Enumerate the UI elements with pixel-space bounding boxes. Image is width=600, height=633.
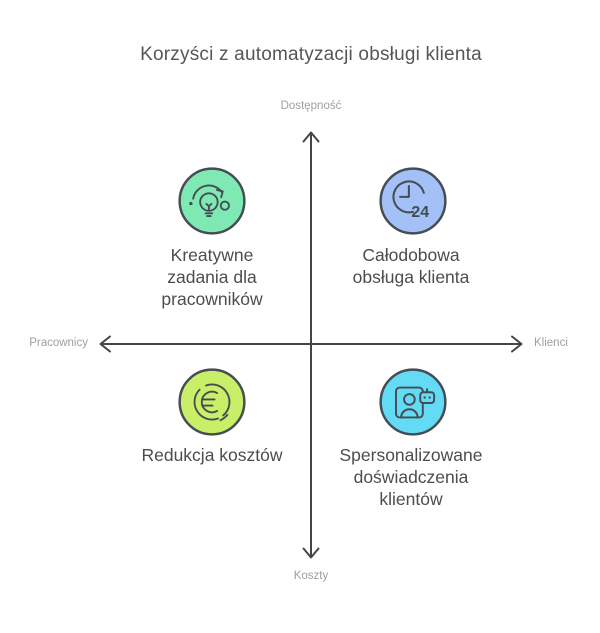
- clock-24h-icon: [379, 167, 447, 235]
- label-line: Redukcja kosztów: [141, 445, 283, 465]
- axis-label-right: Klienci: [534, 337, 568, 349]
- label-line: pracowników: [161, 289, 263, 309]
- icon-badge-circle: [180, 169, 245, 234]
- label-line: obsługa klienta: [352, 267, 470, 287]
- label-line: klientów: [379, 489, 443, 509]
- small-dot: [189, 202, 192, 205]
- robot-head: [420, 392, 434, 403]
- quadrant-label-bottom-left: [112, 444, 312, 466]
- label-line: Całodobowa: [362, 245, 460, 265]
- quadrant-label-top-left: [112, 244, 312, 310]
- euro-coin-icon: [178, 368, 246, 436]
- label-line: doświadczenia: [353, 467, 469, 487]
- robot-eye-left: [424, 396, 426, 398]
- label-line: Spersonalizowane: [339, 445, 483, 465]
- axis-label-top: Dostępność: [280, 100, 342, 112]
- idcard-icon-art: [381, 370, 446, 435]
- clock-icon-art: [381, 169, 446, 234]
- axis-label-left: Pracownicy: [29, 337, 88, 349]
- label-line: Kreatywne: [170, 245, 254, 265]
- euro-icon-art: [180, 370, 245, 435]
- axis-label-bottom: Koszty: [293, 570, 329, 582]
- lightbulb-creativity-icon: [178, 167, 246, 235]
- robot-eye-right: [429, 396, 431, 398]
- icon-badge-circle: [381, 169, 446, 234]
- quadrant-label-top-right: [311, 244, 511, 288]
- quadrant-label-bottom-right: [311, 444, 511, 510]
- page-title: Korzyści z automatyzacji obsługi klienta: [140, 44, 482, 65]
- label-line: zadania dla: [167, 267, 257, 287]
- icon-badge-circle: [180, 370, 245, 435]
- lightbulb-icon-art: [180, 169, 245, 234]
- id-card-robot-icon: [379, 368, 447, 436]
- clock-24-text: 24: [411, 203, 430, 221]
